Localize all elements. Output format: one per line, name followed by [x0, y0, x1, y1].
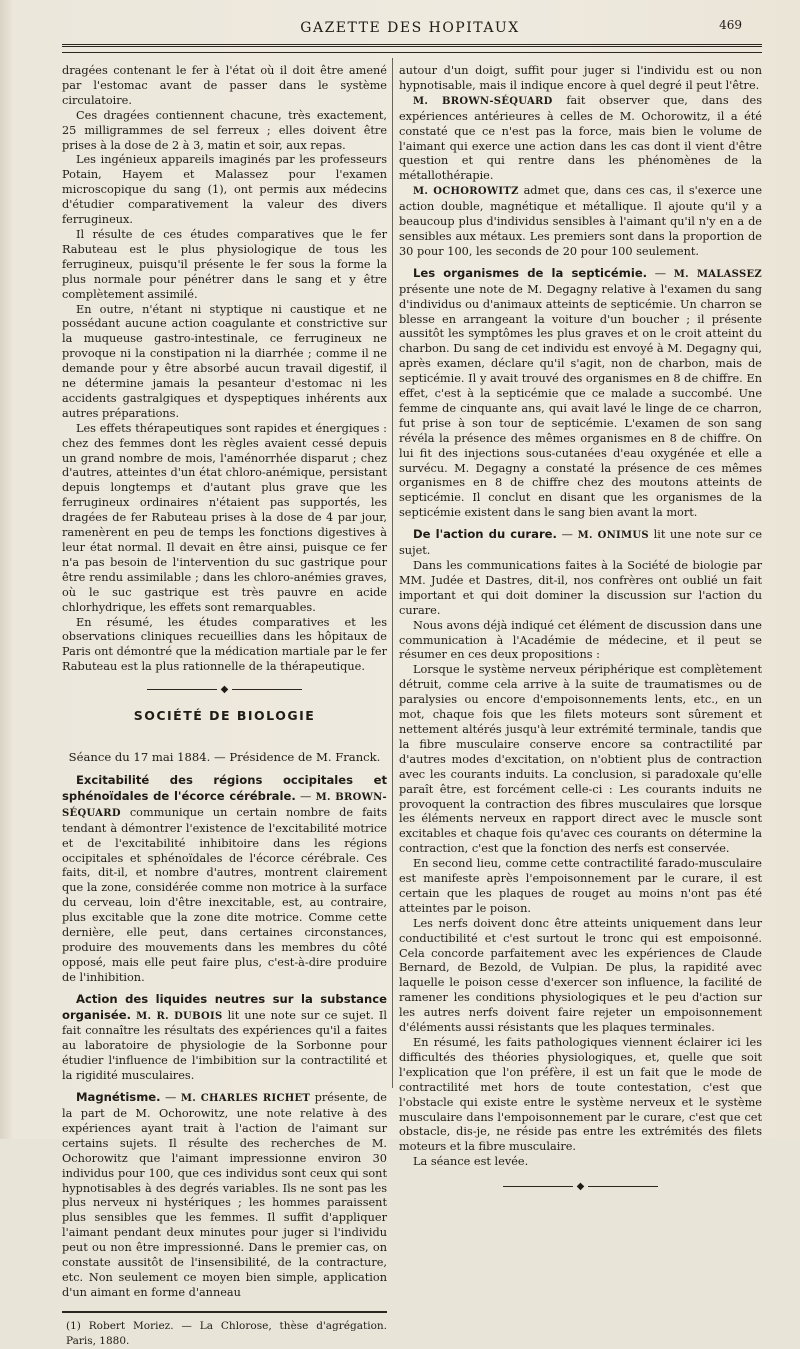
paragraph: Les nerfs doivent donc être atteints uniquement dans leur conductibilité et c'est surtout le tronc qui est empoisonné. Cela concorde parfaitement avec les expériences de Claude Bernard, de Bezold, de Vulpian. De plus, la rapidité avec laquelle le poison cesse d'exercer son influence, la facilité de ramener les conditions physiologiques et le peu d'action sur les autres nerfs doivent faire rejeter un empoisonnement d'éléments aussi résistants que les plaques terminales.	[399, 916, 762, 1035]
paragraph: En résumé, les études comparatives et les observations cliniques recueillies dans les hôpitaux de Paris ont démontré que la médication martiale par le fer Rabuteau est la plus rationnelle de la thérapeutique.	[62, 615, 387, 674]
article-heading: Action des liquides neutres sur la substance organisée.	[62, 991, 387, 1022]
article-heading: Excitabilité des régions occipitales et sphénoïdales de l'écorce cérébrale.	[62, 772, 387, 803]
paragraph: En outre, n'étant ni styptique ni caustique et ne possédant aucune action coagulante et constrictive sur la muqueuse gastro-intestinale, ce ferrugineux ne provoque ni la constipation ni la diarrhée ; comme il ne demande pour y être absorbé aucun travail digestif, il ne détermine jamais la pesanteur d'estomac ni les accidents gastralgiques et dyspeptiques inhérents aux autres préparations.	[62, 302, 387, 420]
author-name: M. ONIMUS	[577, 530, 649, 542]
right-column	[399, 64, 762, 1195]
article-heading: De l'action du curare.	[413, 527, 557, 542]
article-heading: Magnétisme.	[76, 1090, 161, 1105]
journal-title: GAZETTE DES HOPITAUX	[300, 20, 520, 36]
header-double-rule	[62, 44, 762, 47]
paragraph: Nous avons déjà indiqué cet élément de discussion dans une communication à l'Académie de médecine, et il peut se résumer en ces deux propositions :	[399, 618, 762, 662]
session-line: Séance du 17 mai 1884. — Présidence de M. Franck.	[68, 750, 381, 765]
article-magnetisme: Magnétisme. — M. CHARLES RICHET présente, de la part de M. Ochorowitz, une note relative à des expériences ayant trait à l'action de l'aimant sur certains sujets. Il résulte des recherches de M. Ochorowitz que l'aimant impressionne environ 30 individus pour 100, que ces individus sont ceux qui sont hypnotisables à des degrés variables. Ils ne sont pas les plus nerveux ni hystériques ; les hommes paraissent plus sensibles que les femmes. Il suffit d'appliquer l'aimant pendant deux minutes pour juger si l'individu peut ou non être impressionné. Dans le premier cas, on constate aussitôt de l'insensibilité, de la contracture, etc. Non seulement ce moyen bien simple, application d'un aimant en forme d'anneau	[62, 1090, 387, 1299]
paragraph-text: fait observer que, dans des expériences antérieures à celles de M. Ochorowitz, il a été constaté que ce n'est pas la force, mais bien le volume de l'aimant qui exerce une action dans les cas dont il vient d'être question et qui rentre dans les phénomènes de la métallothérapie.	[399, 93, 763, 183]
column-divider	[392, 58, 393, 1088]
paragraph	[399, 94, 762, 184]
article-text: lit une note sur ce sujet. Il fait connaître les résultats des expériences qu'il a faites au laboratoire de physiologie de la Sorbonne pour étudier l'influence de l'imbibition sur la contractilité et la rigidité musculaires.	[62, 1008, 387, 1083]
article-heading: Les organismes de la septicémie.	[413, 265, 648, 280]
article-text: communique un certain nombre de faits tendant à démontrer l'existence de l'excitabilité motrice et de l'excitabilité inhibitoire dans les régions occipitales et sphénoïdales de l'écorce cérébrale. Ces faits, dit-il, et nombre d'autres, montrent clairement que la zone, considérée comme non motrice à la surface du cerveau, loin d'être inexcitable, est, au contraire, plus excitable que la zone dite motrice. Comme cette dernière, elle peut, dans certaines circonstances, produire des mouvements dans les membres du côté opposé, mais elle peut faire plus, c'est-à-dire produire de l'inhibition.	[62, 805, 387, 984]
page-number: 469	[719, 18, 742, 32]
paragraph: Lorsque le système nerveux périphérique est complètement détruit, comme cela arrive à la suite de traumatismes ou de paralysies ou encore d'empoisonnements lents, etc., en un mot, chaque fois que les filets moteurs sont sûrement et nettement altérés jusqu'à leur extrémité terminale, tandis que la fibre musculaire conserve encore sa contractilité par d'autres modes d'excitation, on n'obtient plus de contraction avec les courants induits. La conclusion, si paradoxale qu'elle paraît être, est forcément celle-ci : Les courants induits ne provoquent la contraction des fibres musculaires que lorsque les éléments nerveux en rapport direct avec le muscle sont excitables et chaque fois qu'avec ces courants on détermine la contraction, c'est que la fonction des nerfs est conservée.	[399, 663, 762, 856]
article-septicemie: Les organismes de la septicémie. — M. MALASSEZ présente une note de M. Degagny relative à l'examen du sang d'individus ou d'animaux atteints de septicémie. Un charron se blesse en arrangeant la voiture d'un boucher ; il présente aussitôt les symptômes les plus graves et on le croit atteint du charbon. Du sang de cet individu est envoyé à M. Degagny qui, après examen, déclare qu'il s'agit, non de charbon, mais de septicémie. Il y avait trouvé des organismes en 8 de chiffre. En effet, c'est à la septicémie que ce malade a succombé. Une femme de cinquante ans, qui avait lavé le linge de ce charron, fut prise à son tour de septicémie. L'examen de son sang révéla la présence des mêmes organismes en 8 de chiffre. On lui fit des injections sous-cutanées d'eau oxygénée et elle a survécu. M. Degagny a constaté la présence de ces mêmes organismes en 8 de chiffre chez des moutons atteints de septicémie. Il conclut en disant que les organismes de la septicémie existent dans le sang bien avant la mort.	[399, 265, 762, 520]
article-text: lit une note sur ce sujet.	[399, 528, 763, 558]
left-column	[62, 64, 387, 1349]
author-name: M. R. DUBOIS	[136, 1010, 223, 1022]
paragraph: Ces dragées contiennent chacune, très exactement, 25 milligrammes de sel ferreux ; elles doivent être prises à la dose de 2 à 3, matin et soir, aux repas.	[62, 108, 387, 152]
closing-line: La séance est levée.	[413, 1155, 529, 1169]
paragraph: Les effets thérapeutiques sont rapides et énergiques : chez des femmes dont les règles avaient cessé depuis un grand nombre de mois, l'aménorrhée disparut ; chez d'autres, atteintes d'un état chloro-anémique, persistant depuis longtemps et d'autant plus grave que les ferrugineux ordinaires n'étaient pas supportés, les dragées de fer Rabuteau prises à la dose de 4 par jour, ramenèrent en peu de temps les fonctions digestives à leur état normal. Il devait en être ainsi, puisque ce fer n'a pas besoin de l'intervention du suc gastrique pour être rendu assimilable ; dans les chloro-anémies graves, où le suc gastrique est très pauvre en acide chlorhydrique, les effets sont remarquables.	[62, 421, 387, 614]
article-text: présente, de la part de M. Ochorowitz, une note relative à des expériences ayant trait à l'action de l'aimant sur certains sujets. Il résulte des recherches de M. Ochorowitz que l'aimant impressionne environ 30 individus pour 100, que ces individus sont ceux qui sont hypnotisables à des degrés variables. Ils ne sont pas les plus nerveux ni hystériques ; les hommes paraissent plus sensibles que les femmes. Il suffit d'appliquer l'aimant pendant deux minutes pour juger si l'individu peut ou non être impressionné. Dans le premier cas, on constate aussitôt de l'insensibilité, de la contracture, etc. Non seulement ce moyen bien simple, application d'un aimant en forme d'anneau	[62, 1091, 387, 1299]
paragraph: Les ingénieux appareils imaginés par les professeurs Potain, Hayem et Malassez pour l'examen microscopique du sang (1), ont permis aux médecins d'étudier comparativement la valeur des divers ferrugineux.	[62, 153, 387, 227]
paragraph: dragées contenant le fer à l'état où il doit être amené par l'estomac avant de passer dans le système circulatoire.	[62, 64, 387, 107]
author-name: M. BROWN-SÉQUARD	[413, 95, 553, 107]
author-name: M. OCHOROWITZ	[413, 186, 519, 198]
footnote-rule	[62, 1311, 387, 1313]
paragraph	[399, 184, 762, 260]
paragraph: En résumé, les faits pathologiques viennent éclairer ici les difficultés des théories physiologiques, et, quelle que soit l'explication que l'on préfère, il est un fait que le mode de contractilité met hors de toute contestation, c'est que l'obstacle qui existe entre le système nerveux et le système musculaire dans l'empoisonnement par le curare, c'est que cet obstacle, dis-je, ne réside pas entre les extrémités des filets moteurs et la fibre musculaire.	[399, 1036, 762, 1154]
article-text: présente une note de M. Degagny relative à l'examen du sang d'individus ou d'animaux atteints de septicémie. Un charron se blesse en arrangeant la voiture d'un boucher ; il présente aussitôt les symptômes les plus graves et on le croit atteint du charbon. Du sang de cet individu est envoyé à M. Degagny qui, après examen, déclare qu'il s'agit, non de charbon, mais de septicémie. Il y avait trouvé des organismes en 8 de chiffre. En effet, c'est à la septicémie que ce malade a succombé. Une femme de cinquante ans, qui avait lavé le linge de ce charron, fut prise à son tour de septicémie. L'examen de son sang révéla la présence des mêmes organismes en 8 de chiffre. On lui fit des injections sous-cutanées d'eau oxygénée et elle a survécu. M. Degagny a constaté la présence de ces mêmes organismes en 8 de chiffre chez des moutons atteints de septicémie. Il conclut en disant que les organismes de la septicémie existent dans le sang bien avant la mort.	[399, 282, 762, 520]
section-title: SOCIÉTÉ DE BIOLOGIE	[133, 708, 316, 724]
article-excitabilite: Excitabilité des régions occipitales et sphénoïdales de l'écorce cérébrale. — M. BROWN-SÉQUARD communique un certain nombre de faits tendant à démontrer l'existence de l'excitabilité motrice et de l'excitabilité inhibitoire dans les régions occipitales et sphénoïdales de l'écorce cérébrale. Ces faits, dit-il, et nombre d'autres, montrent clairement que la zone, considérée comme non motrice à la surface du cerveau, loin d'être inexcitable, est, au contraire, plus excitable que la zone dite motrice. Comme cette dernière, elle peut, dans certaines circonstances, produire des mouvements dans les membres du côté opposé, mais elle peut faire plus, c'est-à-dire produire de l'inhibition.	[62, 772, 387, 984]
paragraph: Dans les communications faites à la Société de biologie par MM. Judée et Dastres, dit-il, nos confrères ont oublié un fait important et qui doit dominer la discussion sur l'action du curare.	[399, 559, 762, 617]
author-name: M. MALASSEZ	[673, 268, 762, 280]
author-name: M. CHARLES RICHET	[180, 1093, 311, 1105]
paragraph: autour d'un doigt, suffit pour juger si l'individu est ou non hypnotisable, mais il indique encore à quel degré il peut l'être.	[399, 64, 762, 92]
article-liquides	[62, 992, 387, 1084]
article-curare: De l'action du curare. — M. ONIMUS lit une note sur ce sujet.	[399, 527, 763, 558]
footnote: (1) Robert Moriez. — La Chlorose, thèse d'agrégation. Paris, 1880.	[66, 1319, 387, 1347]
paragraph: Il résulte de ces études comparatives que le fer Rabuteau est le plus physiologique de tous les ferrugineux, puisqu'il présente le fer sous la forme la plus normale pour pénétrer dans le sang et y être complètement assimilé.	[62, 227, 387, 301]
ornament-divider: ◆	[399, 1180, 762, 1195]
author-name: M. BROWN-SÉQUARD	[62, 791, 387, 819]
paragraph-text: admet que, dans ces cas, il s'exerce une action double, magnétique et métallique. Il ajoute qu'il y a beaucoup plus d'individus sensibles à l'aimant qu'il n'y en a de sensibles aux métaux. Les premiers sont dans la proportion de 30 pour 100, les seconds de 20 pour 100 seulement.	[399, 184, 763, 258]
header-rule	[62, 52, 762, 53]
ornament-divider: ◆	[62, 685, 387, 695]
paragraph: En second lieu, comme cette contractilité farado-musculaire est manifeste après l'empoisonnement par le curare, il est certain que les plaques de rouget au moins n'ont pas été atteintes par le poison.	[399, 857, 762, 915]
page-header	[60, 18, 760, 40]
